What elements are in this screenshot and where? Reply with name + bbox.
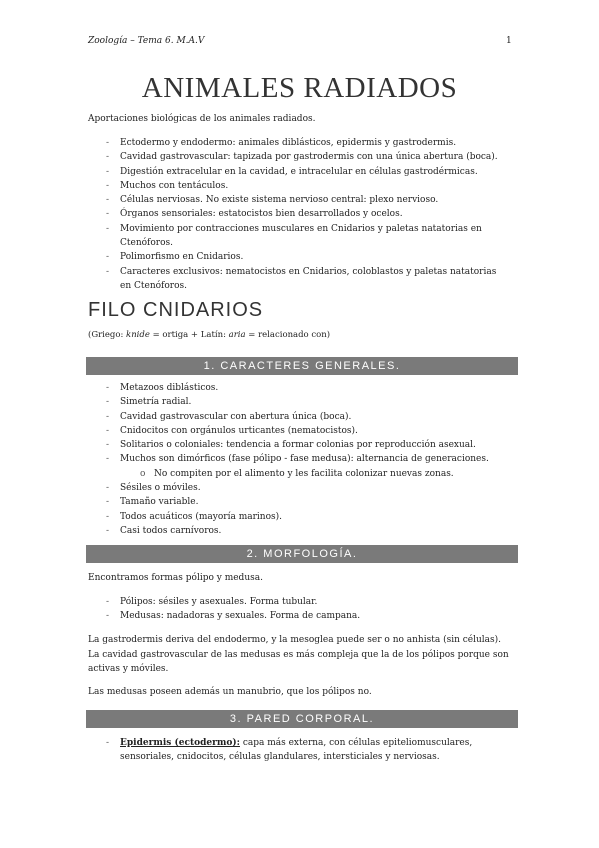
running-header: Zoología – Tema 6. M.A.V bbox=[88, 36, 205, 46]
list-item: - Cavidad gastrovascular con abertura única (boca). bbox=[106, 410, 506, 424]
sub-list-item: o No compiten por el alimento y les facilita colonizar nuevas zonas. bbox=[106, 467, 506, 481]
list-item: - Caracteres exclusivos: nematocistos en Cnidarios, coloblastos y paletas natatorias en Ctenóforos. bbox=[106, 265, 506, 294]
etymology: (Griego: knide = ortiga + Latín: aria = relacionado con) bbox=[88, 330, 331, 340]
paragraph: La gastrodermis deriva del endodermo, y la mesoglea puede ser o no anhista (sin células). bbox=[88, 635, 502, 645]
list-item: - Casi todos carnívoros. bbox=[106, 524, 506, 538]
list-item: - Tamaño variable. bbox=[106, 495, 506, 509]
pared-list bbox=[106, 736, 506, 765]
radiados-list bbox=[106, 136, 506, 293]
phylum-heading: FILO CNIDARIOS bbox=[88, 299, 264, 321]
list-item: - Ectodermo y endodermo: animales diblásticos, epidermis y gastrodermis. bbox=[106, 136, 506, 150]
page-number: 1 bbox=[506, 36, 512, 46]
paragraph: La cavidad gastrovascular de las medusas es más compleja que la de los pólipos porque son activas y móviles. bbox=[88, 650, 509, 674]
list-item: - Sésiles o móviles. bbox=[106, 481, 506, 495]
intro-text: Aportaciones biológicas de los animales radiados. bbox=[88, 114, 316, 124]
caracteres-list bbox=[106, 381, 506, 538]
section-heading-morfologia: 2. MORFOLOGÍA. bbox=[86, 545, 518, 563]
list-item: - Órganos sensoriales: estatocistos bien desarrollados y ocelos. bbox=[106, 207, 506, 221]
list-item: - Digestión extracelular en la cavidad, e intracelular en células gastrodérmicas. bbox=[106, 165, 506, 179]
morfologia-list bbox=[106, 595, 506, 624]
definition: capa más externa, con células epiteliomusculares, sensoriales, cnidocitos, células glandulares, intersticiales y nerviosas. bbox=[120, 738, 473, 763]
list-item: - Cavidad gastrovascular: tapizada por gastrodermis con una única abertura (boca). bbox=[106, 150, 506, 164]
list-item bbox=[106, 736, 506, 765]
list-item: - Pólipos: sésiles y asexuales. Forma tubular. bbox=[106, 595, 506, 609]
list-item: - Cnidocitos con orgánulos urticantes (nematocistos). bbox=[106, 424, 506, 438]
list-item: - Simetría radial. bbox=[106, 395, 506, 409]
term: Epidermis (ectodermo): bbox=[120, 738, 240, 748]
list-item: - Muchos con tentáculos. bbox=[106, 179, 506, 193]
list-item: - Medusas: nadadoras y sexuales. Forma de campana. bbox=[106, 609, 506, 623]
list-item: - Movimiento por contracciones musculares en Cnidarios y paletas natatorias en Ctenóforos. bbox=[106, 222, 506, 251]
section-heading-caracteres: 1. CARACTERES GENERALES. bbox=[86, 357, 518, 375]
list-item: - Todos acuáticos (mayoría marinos). bbox=[106, 510, 506, 524]
list-item: - Muchos son dimórficos (fase pólipo - fase medusa): alternancia de generaciones. bbox=[106, 452, 506, 466]
list-item: - Polimorfismo en Cnidarios. bbox=[106, 250, 506, 264]
section-heading-pared-corporal: 3. PARED CORPORAL. bbox=[86, 710, 518, 728]
list-item: - Células nerviosas. No existe sistema nervioso central: plexo nervioso. bbox=[106, 193, 506, 207]
paragraph: Las medusas poseen además un manubrio, que los pólipos no. bbox=[88, 687, 372, 697]
list-item: - Metazoos diblásticos. bbox=[106, 381, 506, 395]
morfologia-intro: Encontramos formas pólipo y medusa. bbox=[88, 573, 263, 583]
page-title: ANIMALES RADIADOS bbox=[141, 72, 458, 104]
list-item: - Solitarios o coloniales: tendencia a formar colonias por reproducción asexual. bbox=[106, 438, 506, 452]
